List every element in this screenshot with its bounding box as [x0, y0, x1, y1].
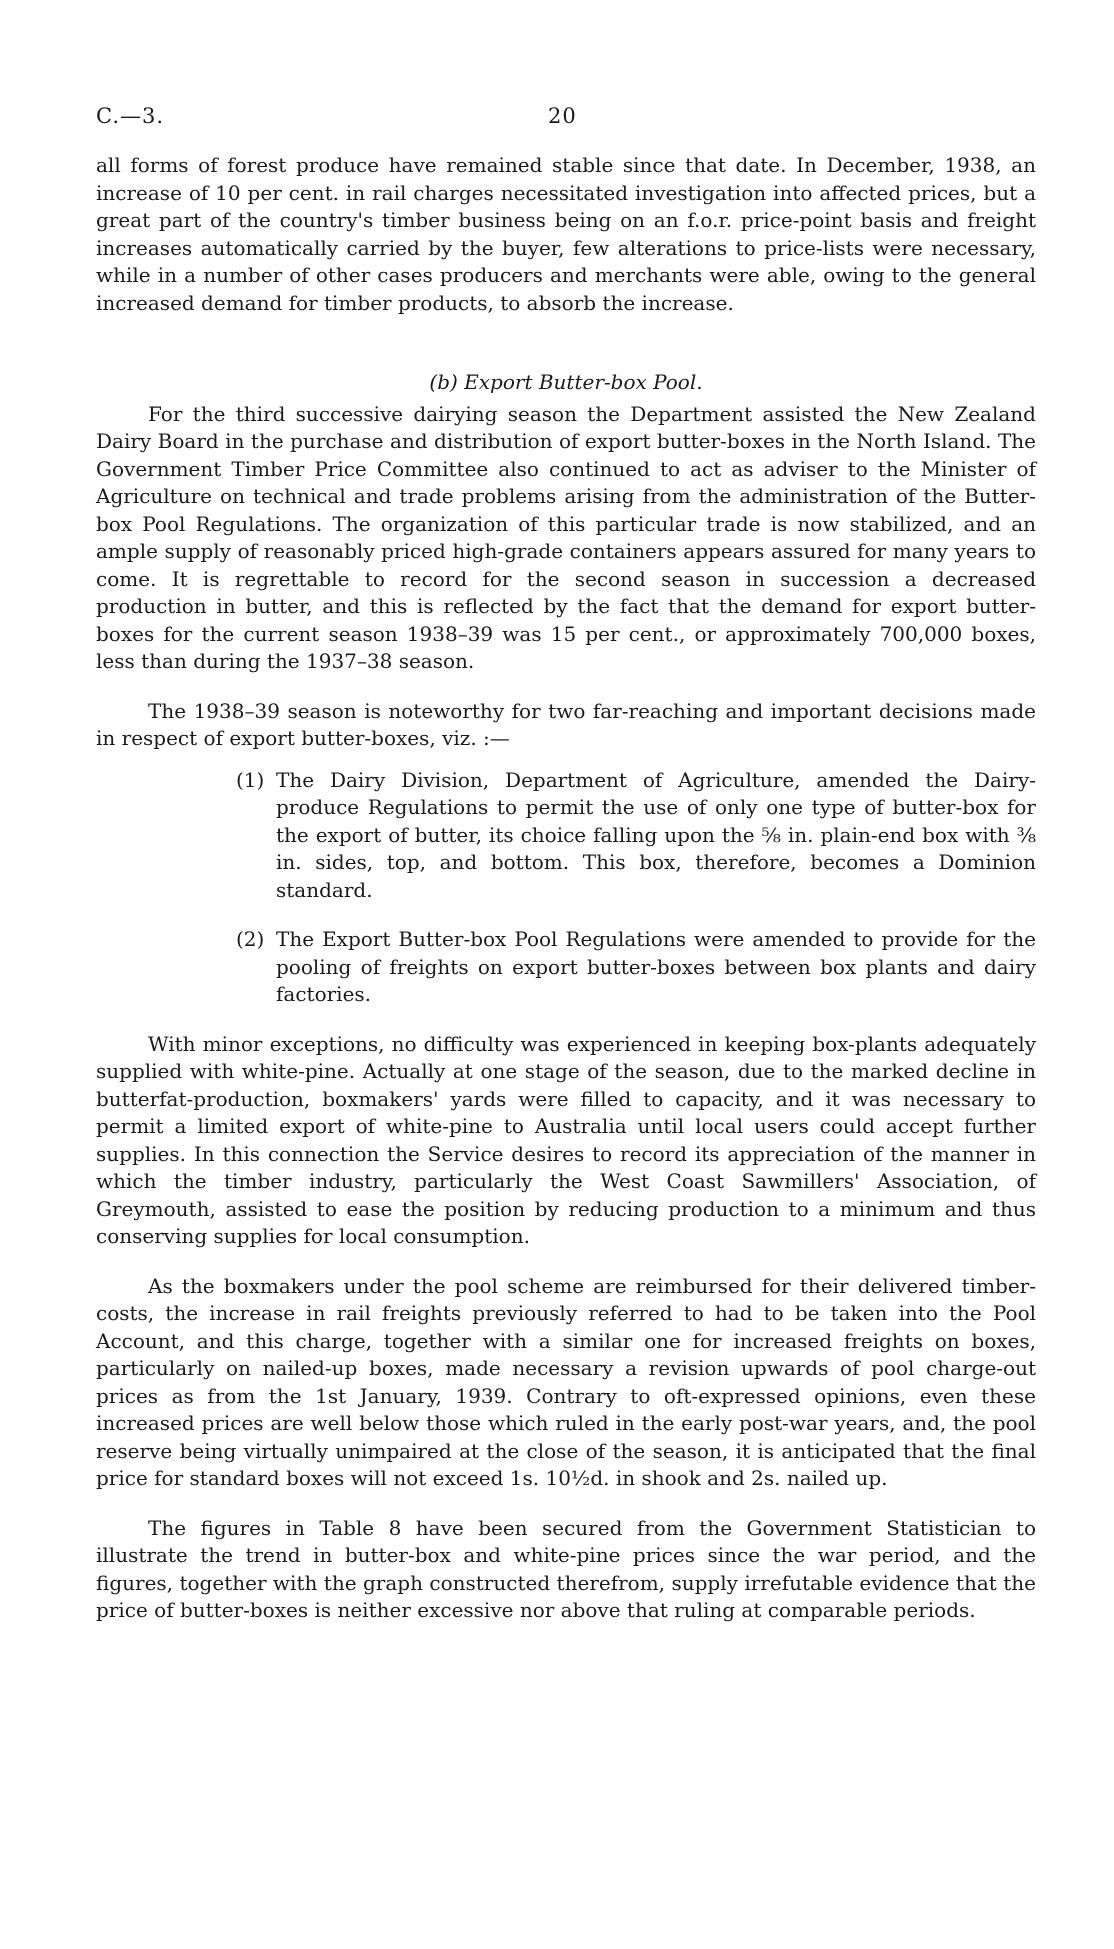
list-item-text: The Export Butter-box Pool Regulations were amended to provide for the pooling of freights on export butter-boxes between box plants and dairy factories.: [276, 927, 1036, 1006]
section-heading: (b) Export Butter-box Pool.: [429, 370, 703, 394]
list-item-label: (1): [236, 767, 265, 792]
list-item-dairy-division: [236, 767, 1036, 905]
page-header: [96, 104, 1018, 136]
paragraph-decisions-intro: The 1938–39 season is noteworthy for two far-reaching and important decisions made in respect of export butter-boxes, viz. :—: [96, 698, 1036, 750]
list-item-pool-regulations: [236, 926, 1036, 1009]
continued-paragraph: all forms of forest produce have remained stable since that date. In December, 1938, an increase of 10 per cent. in rail charges necessitated investigation into affected prices, but a great part of the country's timber business being on an f.o.r. price-point basis and freight increases automatically carried by the buyer, few alterations to price-lists were necessary, while in a number of other cases producers and merchants were able, owing to the general increased demand for timber products, to absorb the increase.: [96, 153, 1036, 315]
paragraph-table-8: The figures in Table 8 have been secured from the Government Statistician to illustrate the trend in butter-box and white-pine prices since the war period, and the figures, together with the graph constructed therefrom, supply irrefutable evidence that the price of butter-boxes is neither excessive nor above that ruling at comparable periods.: [96, 1515, 1036, 1622]
paragraph-dairying-season: For the third successive dairying season the Department assisted the New Zealand Dairy Board in the purchase and distribution of export butter-boxes in the North Island. The Government Timber Price Committee also continued to act as adviser to the Minister of Agriculture on technical and trade problems arising from the administration of the Butter-box Pool Regulations. The organization of this particular trade is now stabilized, and an ample supply of reasonably priced high-grade containers appears assured for many years to come. It is regrettable to record for the second season in succession a decreased production in butter, and this is reflected by the fact that the demand for export butter-boxes for the current season 1938–39 was 15 per cent., or approximately 700,000 boxes, less than during the 1937–38 season.: [96, 401, 1036, 673]
paragraph-white-pine-supply: With minor exceptions, no difficulty was experienced in keeping box-plants adequately supplied with white-pine. Actually at one stage of the season, due to the marked decline in butterfat-production, boxmakers' yards were filled to capacity, and it was necessary to permit a limited export of white-pine to Australia until local users could accept further supplies. In this connection the Service desires to record its appreciation of the manner in which the timber industry, particularly the West Coast Sawmillers' Association, of Greymouth, assisted to ease the position by reducing production to a minimum and thus conserving supplies for local consumption.: [96, 1031, 1036, 1248]
page-body: [96, 152, 1036, 1647]
list-item-text: The Dairy Division, Department of Agriculture, amended the Dairy-produce Regulations to permit the use of only one type of butter-box for the export of butter, its choice falling upon the ⅝ in. plain-end box with ⅜ in. sides, top, and bottom. This box, therefore, becomes a Dominion standard.: [276, 767, 1036, 902]
document-reference: C.—3.: [96, 104, 165, 128]
list-item-label: (2): [236, 927, 265, 951]
paragraph-pool-prices: As the boxmakers under the pool scheme are reimbursed for their delivered timber-costs, the increase in rail freights previously referred to had to be taken into the Pool Account, and this charge, together with a similar one for increased freights on boxes, particularly on nailed-up boxes, made necessary a revision upwards of pool charge-out prices as from the 1st January, 1939. Contrary to oft-expressed opinions, even these increased prices are well below those which ruled in the early post-war years, and, the pool reserve being virtually unimpaired at the close of the season, it is anticipated that the final price for standard boxes will not exceed 1s. 10½d. in shook and 2s. nailed up.: [96, 1273, 1036, 1490]
page-number: 20: [548, 104, 577, 128]
